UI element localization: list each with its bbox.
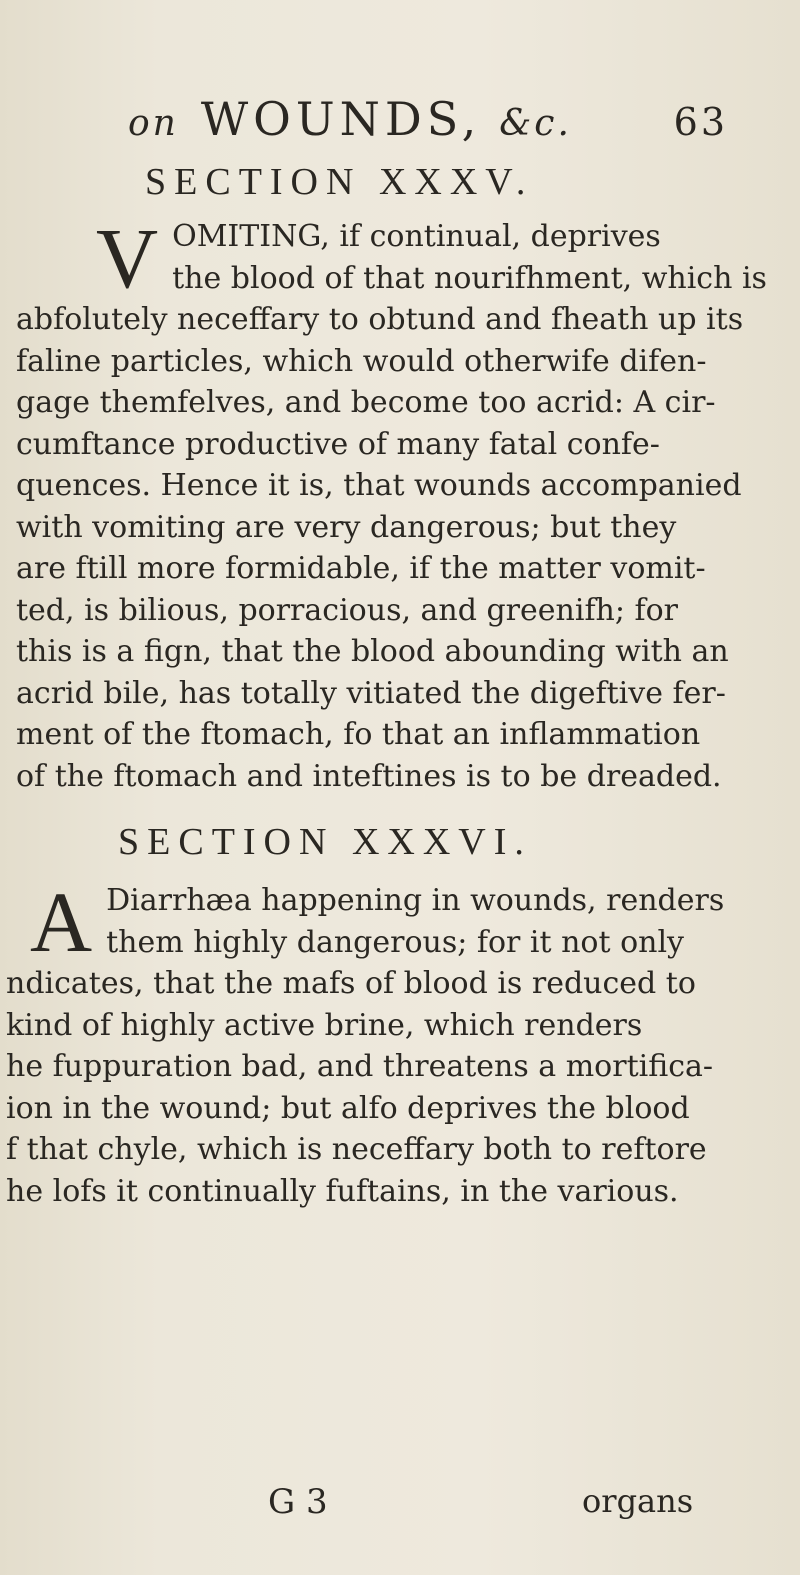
text-line: f that chyle, which is neceffary both to reftore — [6, 1132, 707, 1167]
text-line: OMITING, if continual, deprives — [172, 219, 661, 254]
running-head-etc: &c. — [499, 103, 572, 144]
text-line: are ftill more formidable, if the matter vomit- — [16, 551, 706, 586]
text-line: quences. Hence it is, that wounds accompanied — [16, 468, 742, 503]
running-head-prefix: on — [128, 103, 179, 144]
text-line: ted, is bilious, porracious, and greenifh; for — [16, 592, 679, 628]
text-line: he lofs it continually fuftains, in the various. — [6, 1173, 679, 1209]
signature-mark: G 3 — [268, 1482, 328, 1522]
section-35-text — [0, 210, 780, 797]
drop-cap: V — [96, 210, 159, 306]
text-line: them highly dangerous; for it not only — [106, 924, 685, 960]
page-number: 63 — [673, 100, 728, 144]
section-36-text — [0, 874, 780, 1212]
text-line: this is a fign, that the blood abounding with an — [16, 634, 729, 669]
text-line: of the ftomach and inteftines is to be dreaded. — [16, 758, 722, 794]
text-line: ndicates, that the mafs of blood is reduced to — [6, 966, 696, 1001]
drop-cap: A — [30, 874, 93, 970]
catchword: organs — [582, 1482, 694, 1520]
text-line: cumftance productive of many fatal confe- — [16, 426, 660, 462]
text-line: the blood of that nourifhment, which is — [172, 260, 767, 296]
section-heading-36: SECTION XXXVI. — [118, 821, 532, 863]
text-line: ion in the wound; but alfo deprives the blood — [6, 1090, 690, 1126]
text-line: Diarrhæa happening in wounds, renders — [106, 883, 725, 918]
text-line: he fuppuration bad, and threatens a mortifica- — [6, 1049, 714, 1084]
text-line: with vomiting are very dangerous; but they — [16, 509, 677, 545]
text-line: kind of highly active brine, which renders — [6, 1007, 643, 1043]
text-line: ment of the ftomach, fo that an inflammation — [16, 717, 701, 752]
text-line: acrid bile, has totally vitiated the digeftive fer- — [16, 675, 726, 711]
text-line: faline particles, which would otherwife difen- — [16, 343, 707, 379]
text-line: gage themfelves, and become too acrid: A cir- — [16, 385, 716, 420]
text-line: abfolutely neceffary to obtund and fheath up its — [16, 302, 744, 337]
running-head-title: WOUNDS, — [200, 92, 482, 146]
running-head — [128, 92, 728, 146]
section-heading-35: SECTION XXXV. — [145, 161, 534, 203]
